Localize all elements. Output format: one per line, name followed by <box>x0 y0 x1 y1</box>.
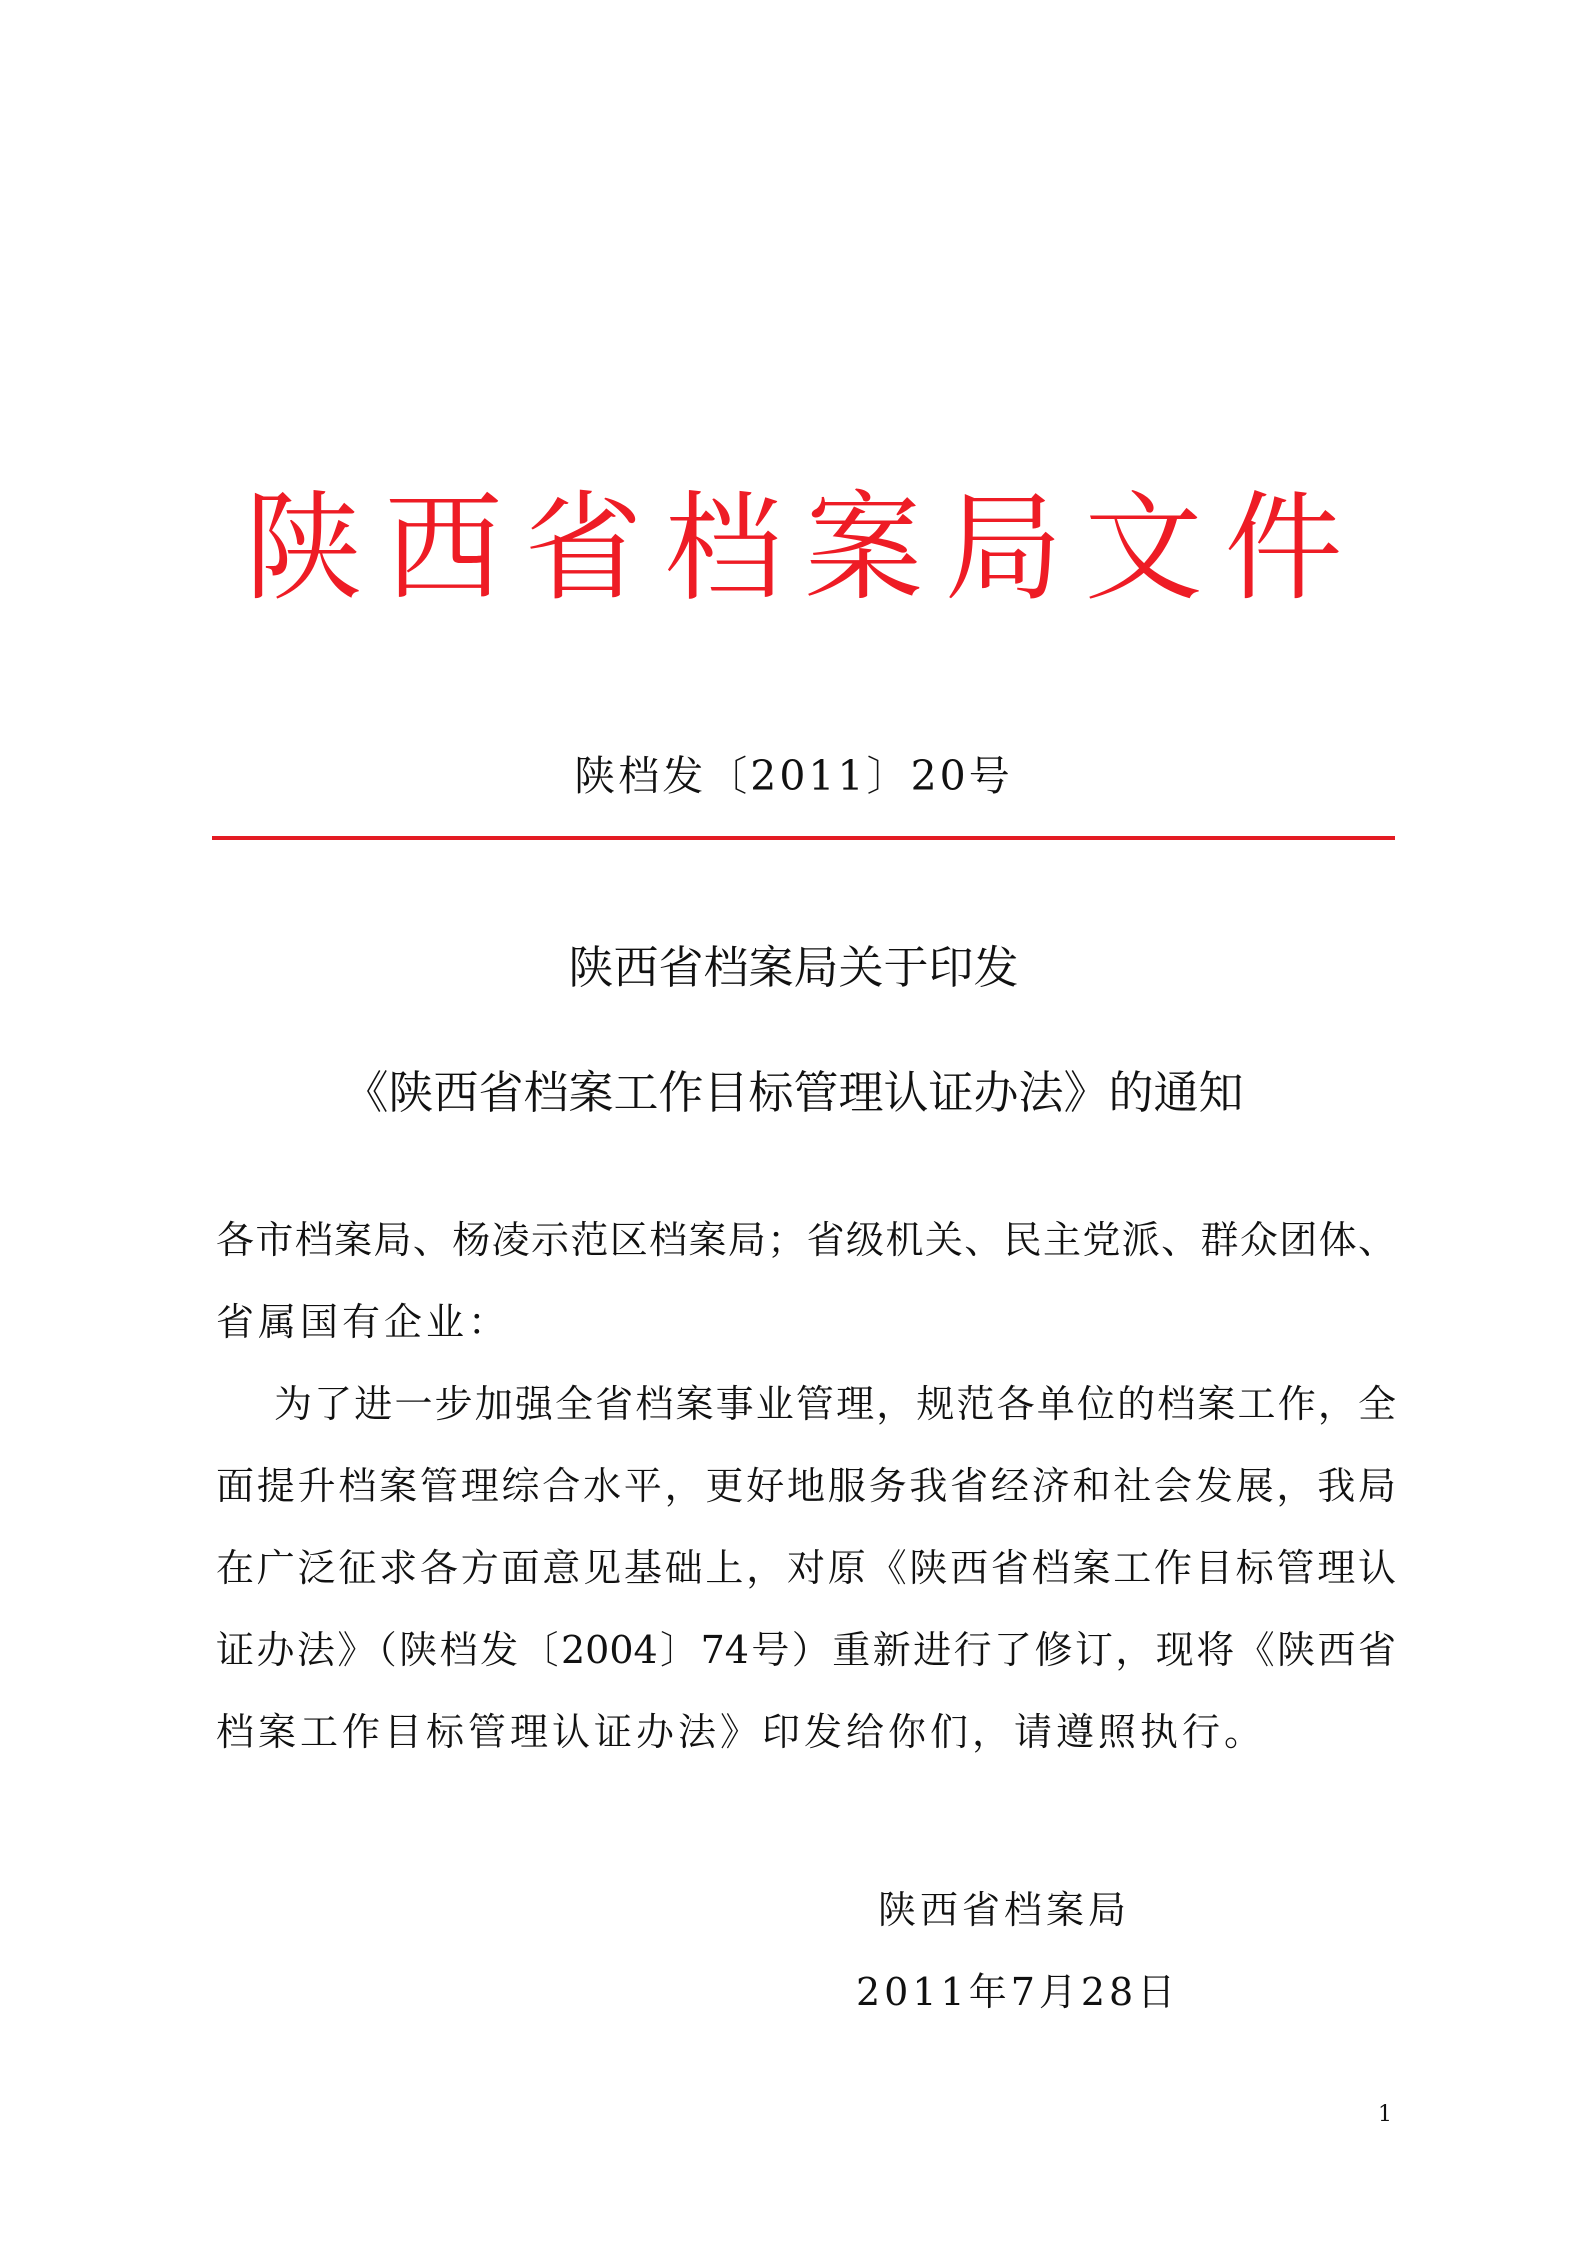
notice-title-line-1: 陕西省档案局关于印发 <box>568 941 1019 994</box>
issue-date: 2011年7月28日 <box>856 1970 1180 2014</box>
body-paragraph-line-1: 为了进一步加强全省档案事业管理，规范各单位的档案工作，全 <box>274 1382 1396 1426</box>
issuer-signature: 陕西省档案局 <box>878 1888 1131 1932</box>
red-divider-line <box>212 836 1395 840</box>
body-paragraph-line-2: 面提升档案管理综合水平，更好地服务我省经济和社会发展，我局 <box>216 1464 1396 1508</box>
addressee-line-2: 省属国有企业： <box>216 1300 511 1344</box>
body-paragraph-line-4: 证办法》（陕档发〔2004〕74号）重新进行了修订，现将《陕西省 <box>216 1628 1396 1672</box>
addressee-line-1: 各市档案局、杨凌示范区档案局；省级机关、民主党派、群众团体、 <box>216 1218 1396 1262</box>
notice-title-line-2: 《陕西省档案工作目标管理认证办法》的通知 <box>343 1066 1244 1119</box>
document-number: 陕档发〔2011〕20号 <box>574 752 1013 800</box>
body-paragraph-line-3: 在广泛征求各方面意见基础上，对原《陕西省档案工作目标管理认 <box>216 1546 1396 1590</box>
page-number: 1 <box>1378 2102 1392 2127</box>
masthead-title: 陕西省档案局文件 <box>244 479 1365 617</box>
body-paragraph-line-5: 档案工作目标管理认证办法》印发给你们，请遵照执行。 <box>216 1710 1267 1754</box>
